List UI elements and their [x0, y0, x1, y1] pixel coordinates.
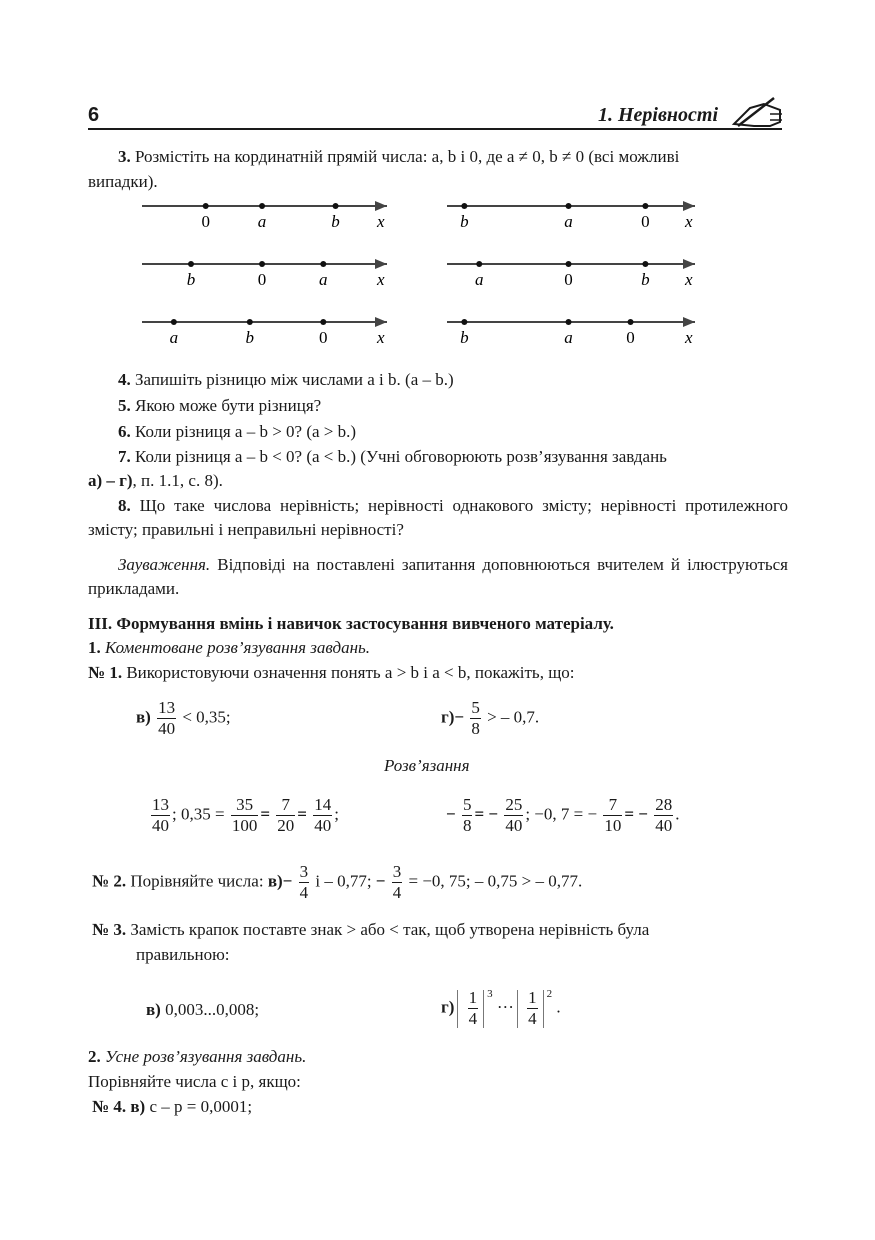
arrow-head-icon: [375, 317, 387, 327]
exercise-1: № 1. Використовуючи означення понять a > b і a < b, покажіть, що:: [88, 663, 575, 682]
header-rule: [88, 128, 782, 130]
task3-number: 3.: [118, 147, 131, 166]
solution-line-1: $\frac{13}{40}$ ; 0,35 = $\frac{35}{100}$ = $\frac{7}{20}$ = $\frac{14}{40}$ ;: [152, 795, 339, 835]
point: [203, 203, 209, 209]
point: [259, 261, 265, 267]
point: [333, 203, 339, 209]
point: [461, 319, 467, 325]
number-line: [447, 317, 695, 347]
point-label: 0: [564, 270, 573, 289]
ex3-item-v: в) 0,003...0,008;: [146, 1000, 260, 1019]
point-label: 0: [257, 270, 267, 289]
axis-label: x: [685, 328, 693, 347]
point-label: b: [186, 270, 196, 289]
point-label: a: [169, 328, 179, 347]
exercise-2: № 2. Порівняйте числа: в)− $\frac{3}{4}$ і – 0,77; − $\frac{3}{4}$ = −0, 75; – 0,75 > – 0,77.: [92, 862, 583, 902]
ex1-item-v: в) $\frac{13}{40}$ < 0,35;: [136, 698, 231, 738]
ex1-item-g: г)− $\frac{5}{8}$ > – 0,7.: [441, 698, 540, 738]
point-label: 0: [626, 328, 635, 347]
number-line: [447, 259, 695, 289]
section-title: 1. Нерівності: [598, 104, 719, 126]
arrow-head-icon: [375, 259, 387, 269]
question-8: 8. Що таке числова нерівність; нерівності однакового змісту; нерівності протилежного змісту; правильні і неправильні нерівності?: [88, 496, 788, 539]
ex3-item-g: г) $\frac{1}{4}$ $^3$ ··· $\frac{1}{4}$ $^2$ .: [441, 988, 561, 1028]
axis-label: x: [377, 328, 385, 347]
writing-hand-icon: [730, 96, 786, 130]
question-5: 5. Якою може бути різниця?: [118, 396, 322, 415]
point: [461, 203, 467, 209]
number-line: [447, 201, 695, 231]
point-label: b: [331, 212, 340, 231]
point: [642, 261, 648, 267]
exercise-4: № 4. в) c – p = 0,0001;: [92, 1097, 253, 1116]
question-6: 6. Коли різниця a – b > 0? (a > b.): [118, 422, 357, 441]
point-label: a: [257, 212, 267, 231]
question-7-cont: а) – г), п. 1.1, с. 8).: [88, 471, 223, 490]
point-label: 0: [201, 212, 210, 231]
arrow-head-icon: [683, 317, 695, 327]
point: [320, 261, 326, 267]
point-label: b: [641, 270, 650, 289]
number-line: [142, 259, 387, 289]
solution-title: Розв’язання: [384, 756, 470, 775]
point-label: a: [564, 328, 573, 347]
point: [566, 203, 572, 209]
point-label: 0: [319, 328, 328, 347]
point: [188, 261, 194, 267]
point: [566, 319, 572, 325]
point: [259, 203, 265, 209]
section-3-title: ІІІ. Формування вмінь і навичок застосування вивченого матеріалу.: [88, 614, 614, 633]
point-label: b: [460, 328, 469, 347]
point-label: 0: [641, 212, 650, 231]
point: [247, 319, 253, 325]
point: [642, 203, 648, 209]
point-label: a: [474, 270, 484, 289]
task3-line1: 3. Розмістіть на кординатній прямій числа: a, b і 0, де a ≠ 0, b ≠ 0 (всі можливі: [118, 147, 680, 166]
remark: Зауваження. Відповіді на поставлені запитання доповнюються вчителем й ілюструються прикладами.: [88, 555, 788, 598]
point: [476, 261, 482, 267]
number-line: [142, 317, 387, 347]
task3-line2: випадки).: [88, 172, 158, 191]
question-7: 7. Коли різниця a – b < 0? (a < b.) (Учні обговорюють розв’язування завдань: [118, 447, 667, 466]
point: [566, 261, 572, 267]
number-lines: [0, 190, 875, 355]
question-4: 4. Запишіть різницю між числами a і b. (a – b.): [118, 370, 454, 389]
point-label: b: [245, 328, 255, 347]
axis-label: x: [685, 212, 693, 231]
arrow-head-icon: [683, 201, 695, 211]
point: [628, 319, 634, 325]
axis-label: x: [377, 212, 385, 231]
page-number: 6: [88, 104, 100, 126]
arrow-head-icon: [375, 201, 387, 211]
point-label: a: [564, 212, 573, 231]
exercise-3: № 3. Замість крапок поставте знак > або < так, щоб утворена нерівність була: [92, 920, 650, 939]
compare-text: Порівняйте числа c і p, якщо:: [88, 1072, 301, 1091]
part-1-heading: 1. Коментоване розв’язування завдань.: [88, 638, 370, 657]
number-line: [142, 201, 387, 231]
axis-label: x: [377, 270, 385, 289]
arrow-head-icon: [683, 259, 695, 269]
exercise-3-cont: правильною:: [136, 945, 230, 964]
part-2-heading: 2. Усне розв’язування завдань.: [88, 1047, 307, 1066]
point-label: b: [460, 212, 469, 231]
axis-label: x: [685, 270, 693, 289]
solution-line-2: − $\frac{5}{8}$ = − $\frac{25}{40}$ ; −0, 7 = − $\frac{7}{10}$ = − $\frac{28}{40}$ .: [446, 795, 680, 835]
point: [320, 319, 326, 325]
point: [171, 319, 177, 325]
point-label: a: [319, 270, 328, 289]
